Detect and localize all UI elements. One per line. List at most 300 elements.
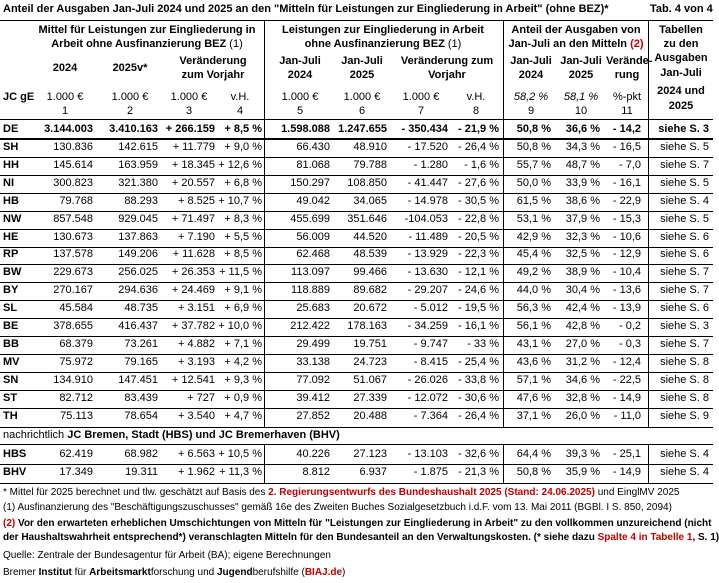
cell-col-8: - 22,8 % [458,212,499,225]
cell-col-9: 50,8 % [516,141,551,153]
row-page-ref: siehe S. 5 [660,141,709,153]
group4-line5: 2024 und [657,85,705,97]
cell-col-9: 37,1 % [516,409,551,422]
source-note: Quelle: Zentrale der Bundesagentur für Arbeit (BA); eigene Berechnungen [3,550,331,561]
cell-col-1: 378.655 [53,320,93,332]
cell-col-11: - 0,2 [618,320,641,332]
cell-col-1: 300.823 [53,176,93,189]
cell-col-4: + 4,2 % [224,355,262,368]
rule-de-bottom [0,138,713,140]
cell-col-5: 113.097 [291,266,330,279]
cell-col-6: 20.488 [353,409,387,422]
row-divider [0,318,713,319]
cell-col-7: -104.053 [404,212,448,225]
cell-col-8: - 26,4 % [458,409,499,422]
cell-col-8: - 27,6 % [458,176,499,189]
cell-col-2: 163.959 [118,158,158,171]
cell-col-3: + 11.628 [172,248,215,261]
cell-col-7: - 34.259 [407,320,448,332]
row-divider [0,336,713,337]
cell-col-5: 40.226 [296,448,330,460]
cell-col-9: 64,4 % [516,448,551,460]
group2-header-line1: Leistungen zur Eingliederung in Arbeit [282,24,484,36]
row-code: NW [3,212,22,225]
cell-col-2: 147.451 [118,373,158,386]
cell-col-4: + 10,0 % [218,320,262,332]
cell-col-7: - 12.072 [407,391,448,404]
cell-col-9: 61,5 % [516,194,551,207]
cell-col-6: 1.247.655 [338,123,387,135]
cell-col-5: 66.430 [296,141,330,153]
cell-col-9: 42,9 % [516,230,551,243]
cell-col-2: 79.165 [124,355,158,368]
vrule-2 [503,20,504,427]
cell-col-3: + 3.193 [177,355,215,368]
cell-col-11: - 12,4 [612,355,641,368]
colhead-6b: 2025 [349,69,375,81]
group3-header-line2: Jan-Juli an den Mitteln (2) [508,38,644,50]
cell-col-6: 89.682 [353,284,387,297]
cell-col-4: + 9,1 % [224,284,262,297]
cell-col-4: + 9,0 % [224,141,262,153]
cell-col-7: - 9.747 [413,337,448,350]
cell-col-7: - 7.364 [413,409,448,422]
cell-col-2: 48.735 [124,302,158,315]
cell-col-7: - 29.207 [407,284,448,297]
cell-col-11: - 25,1 [612,448,641,460]
cell-col-11: - 7,0 [618,158,641,171]
row-code: BE [3,320,19,332]
colnum-9: 9 [527,105,535,117]
row-code: NI [3,176,14,189]
cell-col-10: 34,6 % [565,373,600,386]
colnum-5: 5 [296,105,304,117]
unit-5: 1.000 € [281,91,319,103]
colhead-7-8b: Vorjahr [428,69,466,81]
cell-col-7: - 5.012 [413,302,448,315]
cell-col-11: - 10,6 [612,230,641,243]
row-divider [0,247,713,248]
row-page-ref: siehe S. 6 [660,230,709,243]
cell-col-3: + 3.540 [177,409,215,422]
cell-col-9: 55,7 % [516,158,551,171]
row-divider [0,464,713,465]
cell-col-7: - 26.026 [407,373,448,386]
cell-col-6: 178.163 [347,320,387,332]
cell-col-11: - 22,9 [612,194,641,207]
cell-col-10: 35,9 % [565,466,600,478]
rule-nachrichtlich-bottom [0,444,713,445]
cell-col-10: 48,7 % [565,158,600,171]
cell-col-6: 20.672 [353,302,387,315]
row-divider [0,300,713,301]
unit-6: 1.000 € [343,91,381,103]
colhead-3-4b: zum Vorjahr [181,69,245,81]
cell-col-1: 82.712 [59,391,93,404]
cell-col-2: 929.045 [118,212,158,225]
cell-col-11: - 12,9 [612,248,641,261]
cell-col-10: 38,6 % [565,194,600,207]
cell-col-8: - 19,5 % [458,302,499,315]
cell-col-8: - 30,6 % [458,391,499,404]
colhead-10b: 2025 [568,69,594,81]
row-code: BB [3,337,19,350]
cell-col-3: + 266.159 [165,123,215,135]
colhead-11b: rung [614,69,640,81]
row-divider [0,390,713,391]
row-page-ref: siehe S. 4 [660,466,709,478]
row-divider [0,175,713,176]
row-page-ref: siehe S. 7 [660,337,709,350]
cell-col-5: 33.138 [296,355,330,368]
rule-top [0,20,713,21]
unit-4: v.H. [230,91,250,103]
cell-col-9: 45,4 % [516,248,551,261]
cell-col-10: 39,3 % [565,448,600,460]
group4-line1: Tabellen [659,24,703,36]
colhead-5b: 2024 [287,69,313,81]
cell-col-5: 27.852 [296,409,330,422]
row-code: SL [3,302,18,315]
vrule-1 [264,20,265,427]
group4-line2: zu den [663,38,699,50]
cell-col-7: - 8.415 [413,355,448,368]
cell-col-5: 212.422 [290,320,330,332]
cell-col-6: 19.751 [353,337,387,350]
cell-col-3: + 20.557 [171,176,215,189]
row-code: ST [3,391,18,404]
cell-col-7: - 350.434 [401,123,448,135]
colnum-8: 8 [472,105,480,117]
colnum-1: 1 [61,105,69,117]
cell-col-4: + 6,9 % [224,302,262,315]
footnote-4: der Haushaltswahrheit entsprechend*) veranschlagten Mitteln für den Bundesanteil an den Verwaltungskosten. (* siehe dazu Spalte 4 in Tabelle 1, S. 1) [3,532,719,543]
cell-col-4: + 8,3 % [224,212,262,225]
cell-col-5: 8.812 [302,466,330,478]
cell-col-6: 27.123 [353,448,387,460]
row-code: HBS [3,448,27,460]
cell-col-1: 130.673 [53,230,93,243]
row-page-ref: siehe S. 5 [660,176,709,189]
footnote-3: (2) Vor den erwarteten erheblichen Umschichtungen von Mitteln für "Leistungen zur Eingliederung in Arbeit" zu den vollkommen unzureichend (nicht [3,518,712,529]
colnum-6: 6 [358,105,366,117]
cell-col-8: - 25,4 % [458,355,499,368]
cell-col-2: 137.863 [118,230,158,243]
row-code: HB [3,194,19,207]
colnum-3: 3 [185,105,193,117]
vrule-3 [648,20,649,427]
cell-col-1: 229.673 [53,266,93,279]
cell-col-3: + 727 [187,391,215,404]
cell-col-10: 42,4 % [565,302,600,315]
cell-col-7: - 11.489 [408,230,448,243]
cell-col-11: - 14,9 [612,391,641,404]
unit-10: 58,1 % [563,91,599,103]
cell-col-5: 62.468 [296,248,330,261]
cell-col-10: 37,9 % [565,212,600,225]
cell-col-9: 50,8 % [516,466,551,478]
cell-col-10: 36,6 % [565,123,600,135]
colhead-2: 2025v* [112,62,148,74]
cell-col-2: 142.615 [118,141,158,153]
colnum-2: 2 [126,105,134,117]
unit-11: %-pkt [612,91,642,103]
cell-col-10: 30,4 % [565,284,600,297]
cell-col-5: 56.009 [296,230,330,243]
cell-col-6: 108.850 [347,176,387,189]
cell-col-4: + 7,1 % [224,337,262,350]
cell-col-5: 49.042 [296,194,330,207]
vrule-2b [503,444,504,483]
cell-col-4: + 11,5 % [219,266,262,279]
row-page-ref: siehe S. 8 [660,373,709,386]
row-divider [0,157,713,158]
cell-col-7: - 14.978 [407,194,448,207]
cell-col-8: - 21,9 % [458,123,499,135]
row-page-ref: siehe S. 6 [660,302,709,315]
colhead-1: 2024 [52,62,78,74]
cell-col-2: 88.293 [124,194,158,207]
row-page-ref: siehe S. 8 [660,391,709,404]
colhead-11a: Verände- [606,55,653,67]
cell-col-1: 137.578 [53,248,93,261]
cell-col-10: 42,8 % [565,320,600,332]
cell-col-9: 50,0 % [516,176,551,189]
cell-col-7: - 13.929 [407,248,448,261]
row-divider [0,408,713,409]
cell-col-6: 351.646 [347,212,387,225]
row-divider [0,282,713,283]
unit-3: 1.000 € [170,91,208,103]
row-divider [0,264,713,265]
row-page-ref: siehe S. 7 [660,284,709,297]
footnote-1: * Mittel für 2025 berechnet und tlw. geschätzt auf Basis des 2. Regierungsentwurfs des Bundeshaushalt 2025 (Stand: 24.06.2025) und EinglMV 2025 [3,487,680,498]
row-page-ref: siehe S. 7 [660,158,709,171]
cell-col-5: 29.499 [296,337,330,350]
cell-col-4: + 0,9 % [224,391,262,404]
group4-line6: 2025 [668,100,694,112]
colnum-4: 4 [236,105,244,117]
colhead-5a: Jan-Juli [279,55,321,67]
cell-col-4: + 9,3 % [224,373,262,386]
row-code: SH [3,141,19,153]
row-divider [0,211,713,212]
row-code: BW [3,266,22,279]
cell-col-3: + 37.782 [171,320,215,332]
cell-col-5: 77.092 [296,373,330,386]
cell-col-7: - 17.520 [407,141,448,153]
cell-col-6: 51.067 [353,373,387,386]
rule-table-bottom [0,483,713,484]
cell-col-6: 99.466 [353,266,387,279]
cell-col-1: 857.548 [53,212,93,225]
cell-col-4: + 8,5 % [224,248,262,261]
cell-col-1: 79.768 [59,194,93,207]
cell-col-8: - 26,4 % [458,141,499,153]
cell-col-7: - 1.280 [413,158,448,171]
cell-col-10: 34,3 % [565,141,600,153]
cell-col-7: - 13.103 [407,448,448,460]
row-code: HH [3,158,19,171]
cell-col-8: - 21,3 % [458,466,499,478]
group4-line3: Ausgaben [654,52,708,64]
cell-col-1: 3.144.003 [44,123,93,135]
cell-col-8: - 22,3 % [458,248,499,261]
cell-col-2: 149.206 [118,248,158,261]
cell-col-9: 56,1 % [516,320,551,332]
cell-col-1: 75.113 [60,409,93,422]
cell-col-9: 43,1 % [516,337,551,350]
cell-col-8: - 1,6 % [464,158,499,171]
cell-col-3: + 24.469 [171,284,215,297]
group4-line4: Jan-Juli [660,67,702,79]
cell-col-5: 25.683 [296,302,330,315]
cell-col-8: - 16,1 % [458,320,499,332]
colhead-3-4a: Veränderung [179,55,247,67]
cell-col-11: - 10,4 [612,266,641,279]
row-page-ref: siehe S. 3 [660,320,709,332]
cell-col-4: + 10,7 % [218,194,262,207]
tab-label: Tab. 4 von 4 [650,3,713,15]
cell-col-2: 78.654 [124,409,158,422]
cell-col-8: - 24,6 % [458,284,499,297]
unit-8: v.H. [466,91,486,103]
cell-col-2: 321.380 [118,176,158,189]
cell-col-10: 38,9 % [565,266,600,279]
cell-col-6: 6.937 [359,466,387,478]
unit-7: 1.000 € [402,91,440,103]
cell-col-6: 44.520 [353,230,387,243]
cell-col-3: + 3.151 [177,302,215,315]
colhead-9b: 2024 [518,69,544,81]
cell-col-11: - 14,2 [612,123,641,135]
cell-col-6: 24.723 [353,355,387,368]
cell-col-8: - 20,5 % [458,230,499,243]
cell-col-5: 455.699 [290,212,330,225]
colnum-11: 11 [621,105,633,117]
cell-col-9: 47,6 % [516,391,551,404]
cell-col-9: 53,1 % [516,212,551,225]
cell-col-4: + 11,3 % [219,466,262,478]
group1-header-line2: Arbeit ohne Ausfinanzierung BEZ (1) [51,38,243,50]
cell-col-9: 57,1 % [516,373,551,386]
row-divider [0,193,713,194]
cell-col-1: 62.419 [59,448,93,460]
cell-col-3: + 1.962 [177,466,215,478]
cell-col-6: 34.065 [353,194,387,207]
row-divider [0,229,713,230]
colhead-6a: Jan-Juli [341,55,383,67]
cell-col-9: 43,6 % [516,355,551,368]
cell-col-10: 33,9 % [565,176,600,189]
rule-body-bottom [0,427,713,428]
cell-col-2: 68.982 [124,448,158,460]
cell-col-1: 45.584 [59,302,93,315]
cell-col-11: - 14,9 [612,466,641,478]
cell-col-9: 56,3 % [516,302,551,315]
cell-col-5: 150.297 [290,176,330,189]
cell-col-6: 79.788 [353,158,387,171]
cell-col-7: - 13.630 [407,266,448,279]
nachrichtlich-label: nachrichtlich JC Bremen, Stadt (HBS) und JC Bremerhaven (BHV) [3,429,340,441]
cell-col-8: - 32,6 % [458,448,499,460]
colnum-10: 10 [574,105,588,117]
cell-col-1: 145.614 [53,158,93,171]
colnum-7: 7 [417,105,425,117]
cell-col-11: - 22,5 [612,373,641,386]
cell-col-2: 416.437 [118,320,158,332]
cell-col-8: - 33 % [467,337,499,350]
cell-col-10: 26,0 % [565,409,600,422]
cell-col-9: 44,0 % [516,284,551,297]
vrule-1b [264,444,265,483]
row-code: DE [3,123,19,135]
cell-col-4: + 12,6 % [218,158,262,171]
cell-col-1: 130.836 [53,141,93,153]
group2-header-line2: ohne Ausfinanzierung BEZ (1) [304,38,462,50]
row-code: TH [3,409,18,422]
row-code: BHV [3,466,27,478]
cell-col-1: 68.379 [59,337,93,350]
cell-col-10: 32,8 % [565,391,600,404]
cell-col-10: 32,3 % [565,230,600,243]
cell-col-4: + 6,8 % [224,176,262,189]
rule-header-bottom [0,119,713,120]
cell-col-8: - 30,5 % [458,194,499,207]
cell-col-4: + 8,5 % [224,123,262,135]
unit-jc: JC gE [3,91,35,103]
cell-col-3: + 8.525 [177,194,215,207]
row-page-ref: siehe S. 8 [660,355,709,368]
cell-col-10: 27,0 % [565,337,600,350]
cell-col-9: 49,2 % [516,266,551,279]
footnote-2: (1) Ausfinanzierung des "Beschäftigungszuschusses" gemäß 16e des Zweiten Buches Sozialgesetzbuch i.d.F. vom 13. Mai 2011 (BGBl. I S. 850, 2094) [3,502,672,513]
cell-col-11: - 13,6 [612,284,641,297]
cell-col-5: 118.889 [291,284,330,297]
unit-1: 1.000 € [46,91,84,103]
row-code: MV [3,355,20,368]
cell-col-5: 81.068 [296,158,330,171]
cell-col-2: 73.261 [124,337,158,350]
cell-col-4: + 4,7 % [224,409,262,422]
cell-col-8: - 12,1 % [458,266,499,279]
cell-col-11: - 16,1 [612,176,641,189]
colhead-7-8a: Veränderung zum [400,55,494,67]
row-code: SN [3,373,19,386]
page-title: Anteil der Ausgaben Jan-Juli 2024 und 2025 an den "Mitteln für Leistungen zur Eingliederung in Arbeit" (ohne BEZ)* [3,3,609,15]
cell-col-3: + 71.497 [171,212,215,225]
row-divider [0,372,713,373]
colhead-9a: Jan-Juli [510,55,552,67]
cell-col-3: + 6.563 [177,448,215,460]
cell-col-1: 75.972 [59,355,93,368]
row-page-ref: siehe S. 4 [660,448,709,460]
cell-col-4: + 10,5 % [218,448,262,460]
cell-col-3: + 26.353 [171,266,215,279]
row-page-ref: siehe S. 4 [660,194,709,207]
institute-credit: Bremer Institut für Arbeitsmarktforschung und Jugendberufshilfe (BIAJ.de) [3,567,346,578]
cell-col-10: 32,5 % [565,248,600,261]
group1-header-line1: Mittel für Leistungen zur Eingliederung in [38,24,256,36]
cell-col-11: - 0,3 [618,337,641,350]
group3-header-line1: Anteil der Ausgaben von [511,24,641,36]
cell-col-2: 19.311 [125,466,158,478]
cell-col-2: 294.636 [118,284,158,297]
cell-col-5: 1.598.088 [281,123,330,135]
row-divider [0,354,713,355]
cell-col-11: - 11,0 [613,409,641,422]
colhead-10a: Jan-Juli [560,55,602,67]
